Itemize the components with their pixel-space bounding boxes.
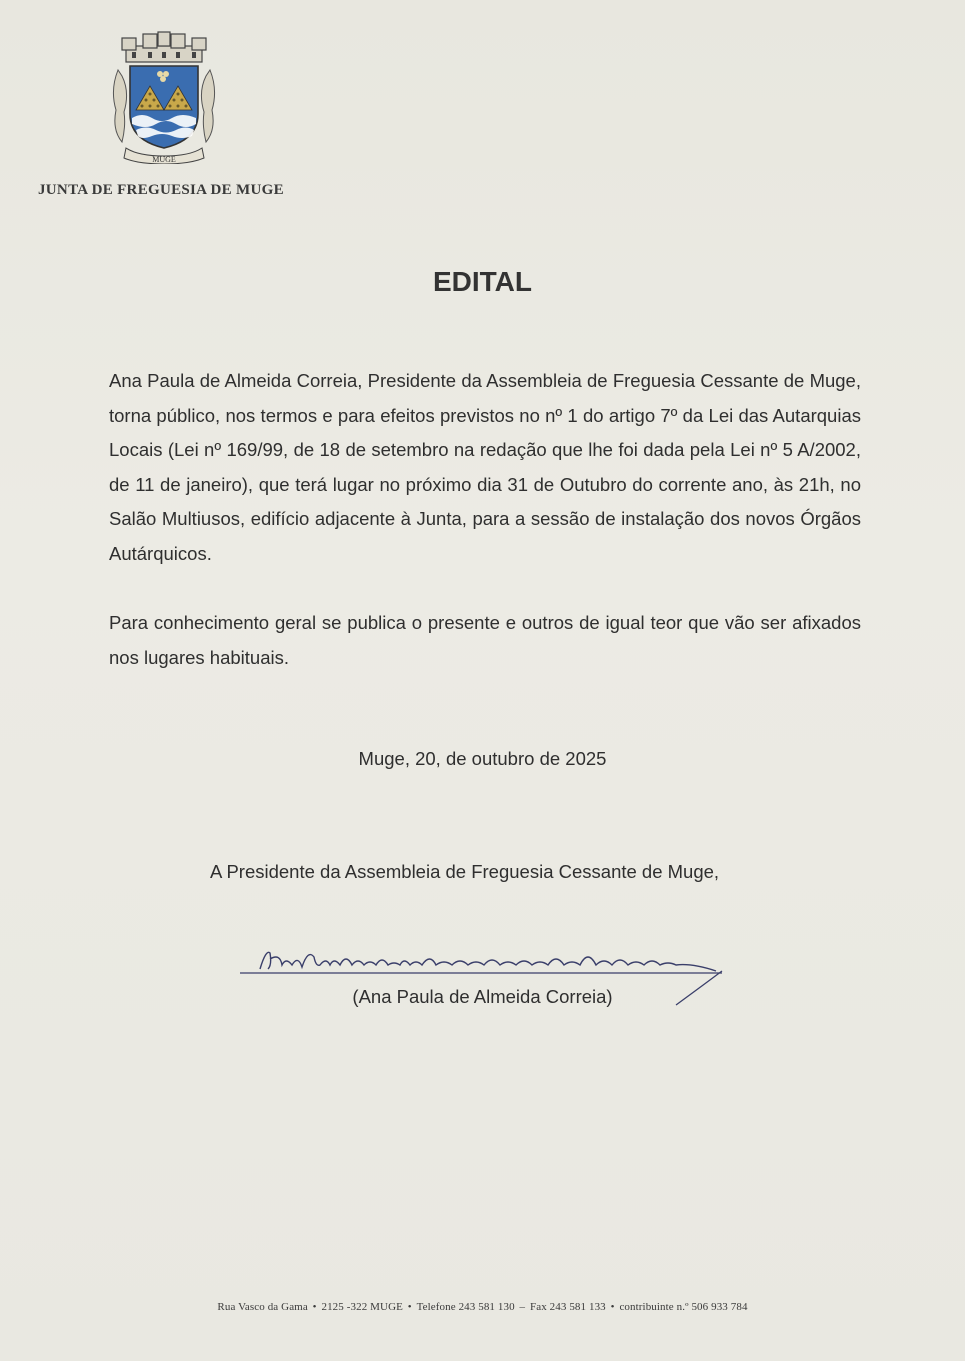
- coat-of-arms-icon: [108, 30, 220, 164]
- document-title: EDITAL: [432, 266, 533, 297]
- signer-name: (Ana Paula de Almeida Correia): [352, 986, 613, 1007]
- footer-tax-id: contribuinte n.º 506 933 784: [619, 1301, 748, 1313]
- footer-phone: Telefone 243 581 130: [416, 1301, 515, 1313]
- body-paragraph-2: Para conhecimento geral se publica o presente e outros de igual teor que vão ser afixados nos lugares habituais.: [109, 612, 861, 668]
- footer-postal: 2125 -322 MUGE: [321, 1301, 403, 1313]
- body-paragraph-1: Ana Paula de Almeida Correia, Presidente da Assembleia de Freguesia Cessante de Muge, torna público, nos termos e para efeitos previstos no nº 1 do artigo 7º da Lei das Autarquias Locais (Lei nº 169/99, de 18 de setembro na redação que lhe foi dada pela Lei nº 5 A/2002, de 11 de janeiro), que terá lugar no próximo dia 31 de Outubro do corrente ano, às 21h, no Salão Multiusos, edifício adjacente à Junta, para a sessão de instalação dos novos Órgãos Autárquicos.: [109, 370, 861, 564]
- footer-contact: Rua Vasco da Gama • 2125 -322 MUGE • Telefone 243 581 130 – Fax 243 581 133 • contribuinte n.º 506 933 784: [217, 1301, 748, 1313]
- footer-fax: Fax 243 581 133: [530, 1301, 606, 1313]
- coat-scroll-text: MUGE: [152, 155, 176, 164]
- closing-line: A Presidente da Assembleia de Freguesia Cessante de Muge,: [210, 861, 720, 882]
- footer-address: Rua Vasco da Gama: [217, 1301, 308, 1313]
- date-line: Muge, 20, de outubro de 2025: [358, 748, 607, 769]
- organization-name: JUNTA DE FREGUESIA DE MUGE: [38, 182, 284, 198]
